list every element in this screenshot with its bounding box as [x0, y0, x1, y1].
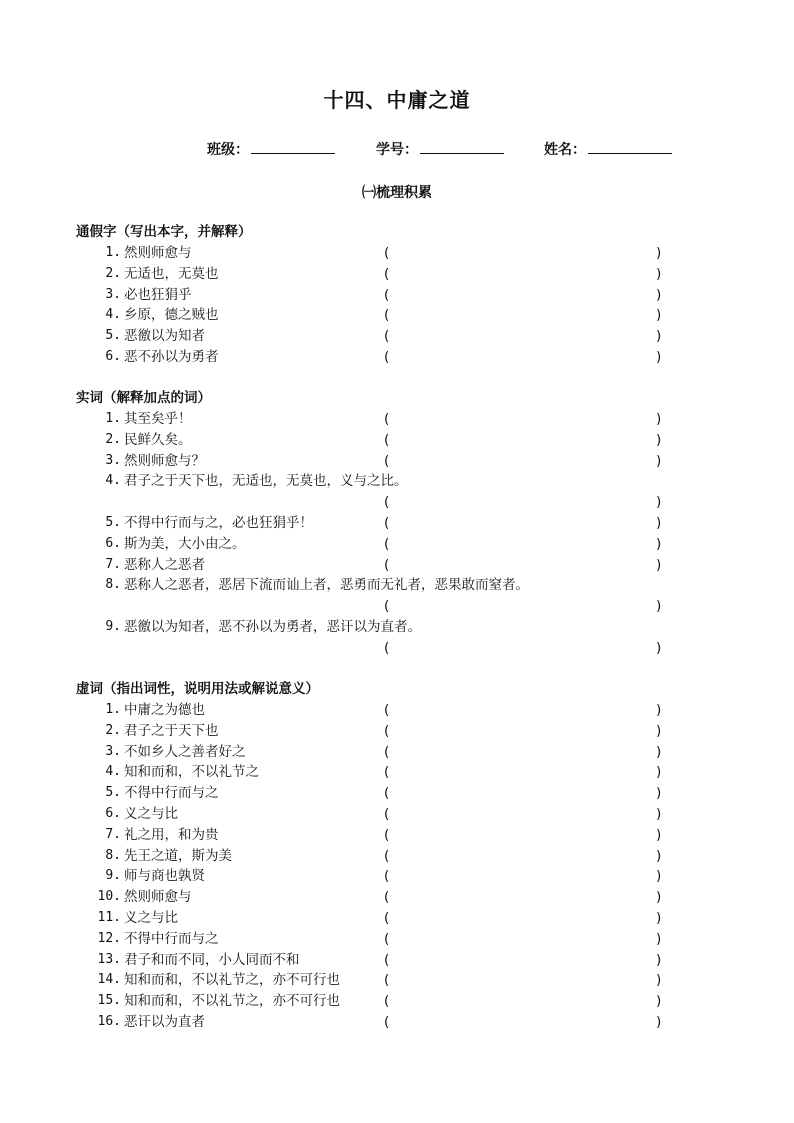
question-item [76, 783, 676, 804]
answer-close-paren[interactable]: ) [656, 889, 662, 906]
question-row [76, 617, 676, 638]
question-row [76, 513, 676, 534]
class-field [207, 139, 335, 159]
section-xuci [76, 679, 676, 1033]
question-number: 3. [105, 743, 121, 759]
question-text: 君子之于天下也 [124, 722, 219, 739]
question-row [76, 285, 676, 306]
question-number: 2. [105, 265, 121, 281]
answer-open-paren[interactable]: ( [384, 535, 390, 552]
question-row [76, 1012, 676, 1033]
question-item [76, 929, 676, 950]
question-number: 3. [105, 286, 121, 302]
question-row [76, 575, 676, 596]
question-item [76, 243, 676, 264]
question-row [76, 555, 676, 576]
question-item [76, 970, 676, 991]
question-number: 6. [105, 348, 121, 364]
question-text: 不如乡人之善者好之 [124, 743, 246, 760]
question-text: 其至矣乎！ [124, 411, 192, 427]
answer-close-paren[interactable]: ) [656, 785, 662, 802]
question-row [76, 950, 676, 971]
answer-close-paren[interactable]: ) [656, 431, 662, 448]
question-row [76, 887, 676, 908]
answer-open-paren[interactable]: ( [384, 245, 390, 261]
answer-close-paren[interactable]: ) [656, 930, 662, 947]
question-text: 斯为美，大小由之。 [124, 535, 246, 552]
answer-open-paren[interactable]: ( [384, 909, 390, 926]
answer-close-paren[interactable]: ) [656, 452, 662, 469]
question-number: 6. [105, 535, 121, 551]
question-item [76, 721, 676, 742]
question-number: 3. [105, 452, 121, 468]
question-row [76, 908, 676, 929]
answer-open-paren[interactable]: ( [384, 993, 390, 1010]
question-row [76, 347, 676, 368]
question-row [76, 264, 676, 285]
question-item [76, 305, 676, 326]
question-number: 1. [105, 411, 121, 426]
answer-open-paren[interactable]: ( [384, 411, 390, 427]
question-item [76, 347, 676, 368]
question-row [76, 762, 676, 783]
answer-row [76, 596, 676, 617]
question-number: 1. [105, 245, 121, 260]
answer-open-paren[interactable]: ( [384, 431, 390, 448]
question-item [76, 804, 676, 825]
section-subtitle: ㈠梳理积累 [362, 185, 432, 201]
question-number: 7. [105, 556, 121, 572]
answer-open-paren[interactable]: ( [384, 764, 390, 781]
question-number: 6. [105, 805, 121, 821]
answer-open-paren[interactable]: ( [384, 598, 390, 615]
answer-close-paren[interactable]: ) [656, 1013, 662, 1030]
question-number: 9. [105, 868, 121, 884]
question-text: 恶徼以为知者 [124, 328, 205, 345]
question-number: 2. [105, 431, 121, 447]
question-number: 12. [97, 930, 121, 946]
question-row [76, 243, 676, 264]
question-item [76, 409, 676, 430]
question-text: 然则师愈与 [124, 245, 192, 261]
question-row [76, 721, 676, 742]
section-shici [76, 388, 676, 659]
answer-close-paren[interactable]: ) [656, 868, 662, 885]
question-number: 13. [97, 951, 121, 967]
question-text: 恶讦以为直者 [124, 1013, 205, 1030]
question-row [76, 783, 676, 804]
question-row [76, 929, 676, 950]
question-text: 君子之于天下也，无适也，无莫也，义与之比。 [124, 473, 408, 490]
question-number: 10. [97, 889, 121, 905]
answer-close-paren[interactable]: ) [656, 307, 662, 324]
question-item [76, 887, 676, 908]
question-number: 4. [105, 307, 121, 323]
question-item [76, 991, 676, 1012]
question-item [76, 742, 676, 763]
number-label: 学号： [376, 142, 418, 158]
answer-open-paren[interactable]: ( [384, 785, 390, 802]
question-row [76, 846, 676, 867]
question-text: 必也狂狷乎 [124, 286, 192, 303]
question-text: 然则师愈与 [124, 889, 192, 906]
question-number: 7. [105, 826, 121, 842]
answer-open-paren[interactable]: ( [384, 348, 390, 365]
answer-close-paren[interactable]: ) [656, 265, 662, 282]
question-number: 8. [105, 577, 121, 593]
answer-close-paren[interactable]: ) [656, 639, 662, 656]
number-blank[interactable] [420, 139, 504, 154]
question-item [76, 950, 676, 971]
question-number: 5. [105, 514, 121, 530]
answer-open-paren[interactable]: ( [384, 514, 390, 531]
answer-open-paren[interactable]: ( [384, 889, 390, 906]
answer-open-paren[interactable]: ( [384, 702, 390, 718]
question-text: 恶称人之恶者 [124, 556, 205, 573]
answer-open-paren[interactable]: ( [384, 972, 390, 989]
answer-open-paren[interactable]: ( [384, 286, 390, 303]
question-row [76, 409, 676, 430]
class-blank[interactable] [251, 139, 335, 154]
question-text: 不得中行而与之 [124, 785, 219, 802]
question-row [76, 534, 676, 555]
question-number: 5. [105, 785, 121, 801]
answer-open-paren[interactable]: ( [384, 951, 390, 968]
question-item [76, 555, 676, 576]
question-number: 16. [97, 1013, 121, 1029]
question-row [76, 866, 676, 887]
question-item [76, 825, 676, 846]
question-number: 4. [105, 764, 121, 780]
question-number: 1. [105, 702, 121, 717]
answer-open-paren[interactable]: ( [384, 826, 390, 843]
question-row [76, 700, 676, 721]
question-item [76, 700, 676, 721]
question-number: 15. [97, 993, 121, 1009]
question-item [76, 908, 676, 929]
answer-open-paren[interactable]: ( [384, 743, 390, 760]
answer-open-paren[interactable]: ( [384, 930, 390, 947]
question-text: 然则师愈与？ [124, 452, 205, 469]
question-item [76, 430, 676, 451]
answer-open-paren[interactable]: ( [384, 805, 390, 822]
question-item [76, 617, 676, 659]
question-text: 礼之用，和为贵 [124, 826, 219, 843]
answer-open-paren[interactable]: ( [384, 494, 390, 511]
question-number: 11. [97, 909, 121, 925]
question-item [76, 513, 676, 534]
question-text: 不得中行而与之，必也狂狷乎！ [124, 514, 313, 531]
question-row [76, 471, 676, 492]
answer-close-paren[interactable]: ) [656, 598, 662, 615]
question-text: 恶称人之恶者，恶居下流而讪上者，恶勇而无礼者，恶果敢而窒者。 [124, 577, 529, 594]
question-item [76, 866, 676, 887]
answer-open-paren[interactable]: ( [384, 868, 390, 885]
answer-close-paren[interactable]: ) [656, 535, 662, 552]
question-row [76, 742, 676, 763]
answer-close-paren[interactable]: ) [656, 348, 662, 365]
question-item [76, 762, 676, 783]
question-text: 乡原，德之贼也 [124, 307, 219, 324]
answer-open-paren[interactable]: ( [384, 265, 390, 282]
question-item [76, 846, 676, 867]
answer-close-paren[interactable]: ) [656, 328, 662, 345]
question-number: 5. [105, 328, 121, 344]
question-text: 义之与比 [124, 909, 178, 926]
question-item [76, 451, 676, 472]
answer-close-paren[interactable]: ) [656, 909, 662, 926]
question-text: 知和而和，不以礼节之，亦不可行也 [124, 993, 340, 1010]
question-number: 8. [105, 847, 121, 863]
answer-open-paren[interactable]: ( [384, 307, 390, 324]
answer-close-paren[interactable]: ) [656, 847, 662, 864]
question-item [76, 264, 676, 285]
section-heading: 实词（解释加点的词） [76, 390, 211, 406]
name-field [544, 139, 672, 159]
question-item [76, 471, 676, 513]
question-item [76, 326, 676, 347]
answer-close-paren[interactable]: ) [656, 743, 662, 760]
answer-open-paren[interactable]: ( [384, 452, 390, 469]
answer-close-paren[interactable]: ) [656, 951, 662, 968]
name-label: 姓名： [544, 142, 586, 158]
answer-close-paren[interactable]: ) [656, 826, 662, 843]
answer-close-paren[interactable]: ) [656, 494, 662, 511]
answer-open-paren[interactable]: ( [384, 328, 390, 345]
question-text: 恶徼以为知者，恶不孙以为勇者，恶讦以为直者。 [124, 618, 421, 635]
question-text: 先王之道，斯为美 [124, 847, 232, 864]
answer-close-paren[interactable]: ) [656, 764, 662, 781]
question-row [76, 305, 676, 326]
answer-row [76, 638, 676, 659]
section-heading: 通假字（写出本字，并解释） [76, 224, 252, 240]
answer-close-paren[interactable]: ) [656, 286, 662, 303]
answer-close-paren[interactable]: ) [656, 702, 662, 718]
answer-close-paren[interactable]: ) [656, 722, 662, 739]
question-row [76, 970, 676, 991]
page-title: 十四、中庸之道 [323, 88, 471, 112]
answer-close-paren[interactable]: ) [656, 514, 662, 531]
answer-open-paren[interactable]: ( [384, 639, 390, 656]
question-text: 知和而和，不以礼节之 [124, 764, 259, 781]
question-item [76, 1012, 676, 1033]
question-number: 4. [105, 473, 121, 489]
question-row [76, 804, 676, 825]
question-number: 2. [105, 722, 121, 738]
question-item [76, 575, 676, 617]
answer-open-paren[interactable]: ( [384, 722, 390, 739]
question-text: 中庸之为德也 [124, 702, 205, 718]
answer-close-paren[interactable]: ) [656, 972, 662, 989]
question-text: 师与商也孰贤 [124, 868, 205, 885]
answer-open-paren[interactable]: ( [384, 556, 390, 573]
answer-close-paren[interactable]: ) [656, 411, 662, 427]
answer-close-paren[interactable]: ) [656, 993, 662, 1010]
answer-open-paren[interactable]: ( [384, 1013, 390, 1030]
question-text: 恶不孙以为勇者 [124, 348, 219, 365]
question-row [76, 451, 676, 472]
name-blank[interactable] [588, 139, 672, 154]
question-item [76, 534, 676, 555]
answer-row [76, 492, 676, 513]
question-item [76, 285, 676, 306]
question-number: 14. [97, 972, 121, 988]
question-text: 知和而和，不以礼节之，亦不可行也 [124, 972, 340, 989]
section-heading: 虚词（指出词性，说明用法或解说意义） [76, 681, 319, 697]
question-row [76, 825, 676, 846]
question-row [76, 326, 676, 347]
section-tongjiazi [76, 222, 676, 368]
question-text: 不得中行而与之 [124, 930, 219, 947]
student-info-row [0, 139, 794, 161]
question-row [76, 991, 676, 1012]
class-label: 班级： [207, 142, 249, 158]
answer-close-paren[interactable]: ) [656, 556, 662, 573]
answer-close-paren[interactable]: ) [656, 805, 662, 822]
question-text: 无适也，无莫也 [124, 265, 219, 282]
number-field [376, 139, 504, 159]
answer-close-paren[interactable]: ) [656, 245, 662, 261]
question-text: 民鲜久矣。 [124, 431, 192, 448]
question-text: 义之与比 [124, 805, 178, 822]
question-text: 君子和而不同，小人同而不和 [124, 951, 300, 968]
question-number: 9. [105, 618, 121, 634]
question-row [76, 430, 676, 451]
answer-open-paren[interactable]: ( [384, 847, 390, 864]
